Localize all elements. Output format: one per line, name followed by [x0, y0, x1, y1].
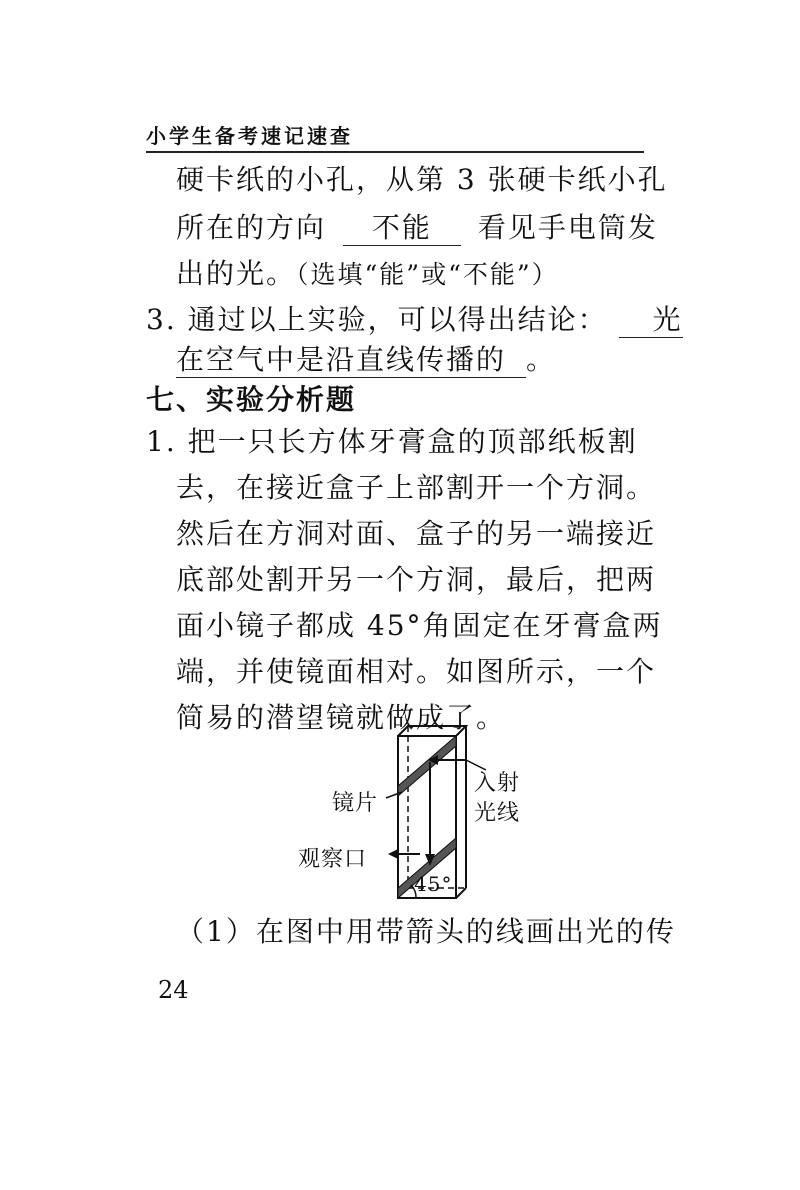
question-text: 3. 通过以上实验，可以得出结论： — [146, 303, 608, 336]
answer-blank: 在空气中是沿直线传播的 — [176, 343, 526, 378]
text-segment: 。 — [526, 343, 557, 376]
text-line — [176, 254, 559, 295]
page-number: 24 — [158, 976, 189, 1004]
text-line: 硬卡纸的小孔，从第 3 张硬卡纸小孔 — [176, 163, 668, 196]
header-rule — [146, 151, 644, 153]
question-1-line: 简易的潜望镜就做成了。 — [176, 701, 507, 734]
text-segment: 看见手电筒发 — [477, 211, 658, 244]
question-3-continued — [176, 340, 556, 380]
question-3 — [146, 300, 683, 340]
answer-blank: 不能 — [343, 211, 461, 246]
section-title: 七、实验分析题 — [146, 383, 357, 416]
hint-text: （选填“能”或“不能”） — [296, 260, 559, 289]
periscope-figure — [290, 722, 550, 910]
running-header: 小学生备考速记速查 — [146, 124, 353, 148]
incident-label-line1: 入射 — [474, 771, 521, 796]
angle-label: 45° — [414, 872, 453, 896]
question-1-line: 然后在方洞对面、盒子的另一端接近 — [176, 517, 657, 550]
sub-question-1: （1）在图中用带箭头的线画出光的传 — [176, 915, 676, 948]
arrow-left-icon — [388, 849, 398, 859]
question-1-line: 面小镜子都成 45°角固定在牙膏盒两 — [176, 609, 663, 642]
text-segment: 出的光。 — [176, 257, 297, 290]
question-1-line: 端，并使镜面相对。如图所示，一个 — [176, 655, 657, 688]
text-line-with-answer — [176, 208, 658, 248]
mirror-label: 镜片 — [332, 791, 379, 816]
observe-window-label: 观察口 — [298, 847, 368, 872]
text-segment: 所在的方向 — [176, 211, 327, 244]
question-1-line: 去，在接近盒子上部割开一个方洞。 — [176, 471, 657, 504]
question-1-line: 底部处割开另一个方洞，最后，把两 — [176, 563, 657, 596]
top-mirror — [398, 736, 456, 796]
incident-label-line2: 光线 — [474, 801, 521, 826]
question-1-line: 1. 把一只长方体牙膏盒的顶部纸板割 — [146, 425, 638, 458]
box-side-bottom — [456, 888, 466, 898]
answer-blank: 光 — [619, 303, 683, 338]
